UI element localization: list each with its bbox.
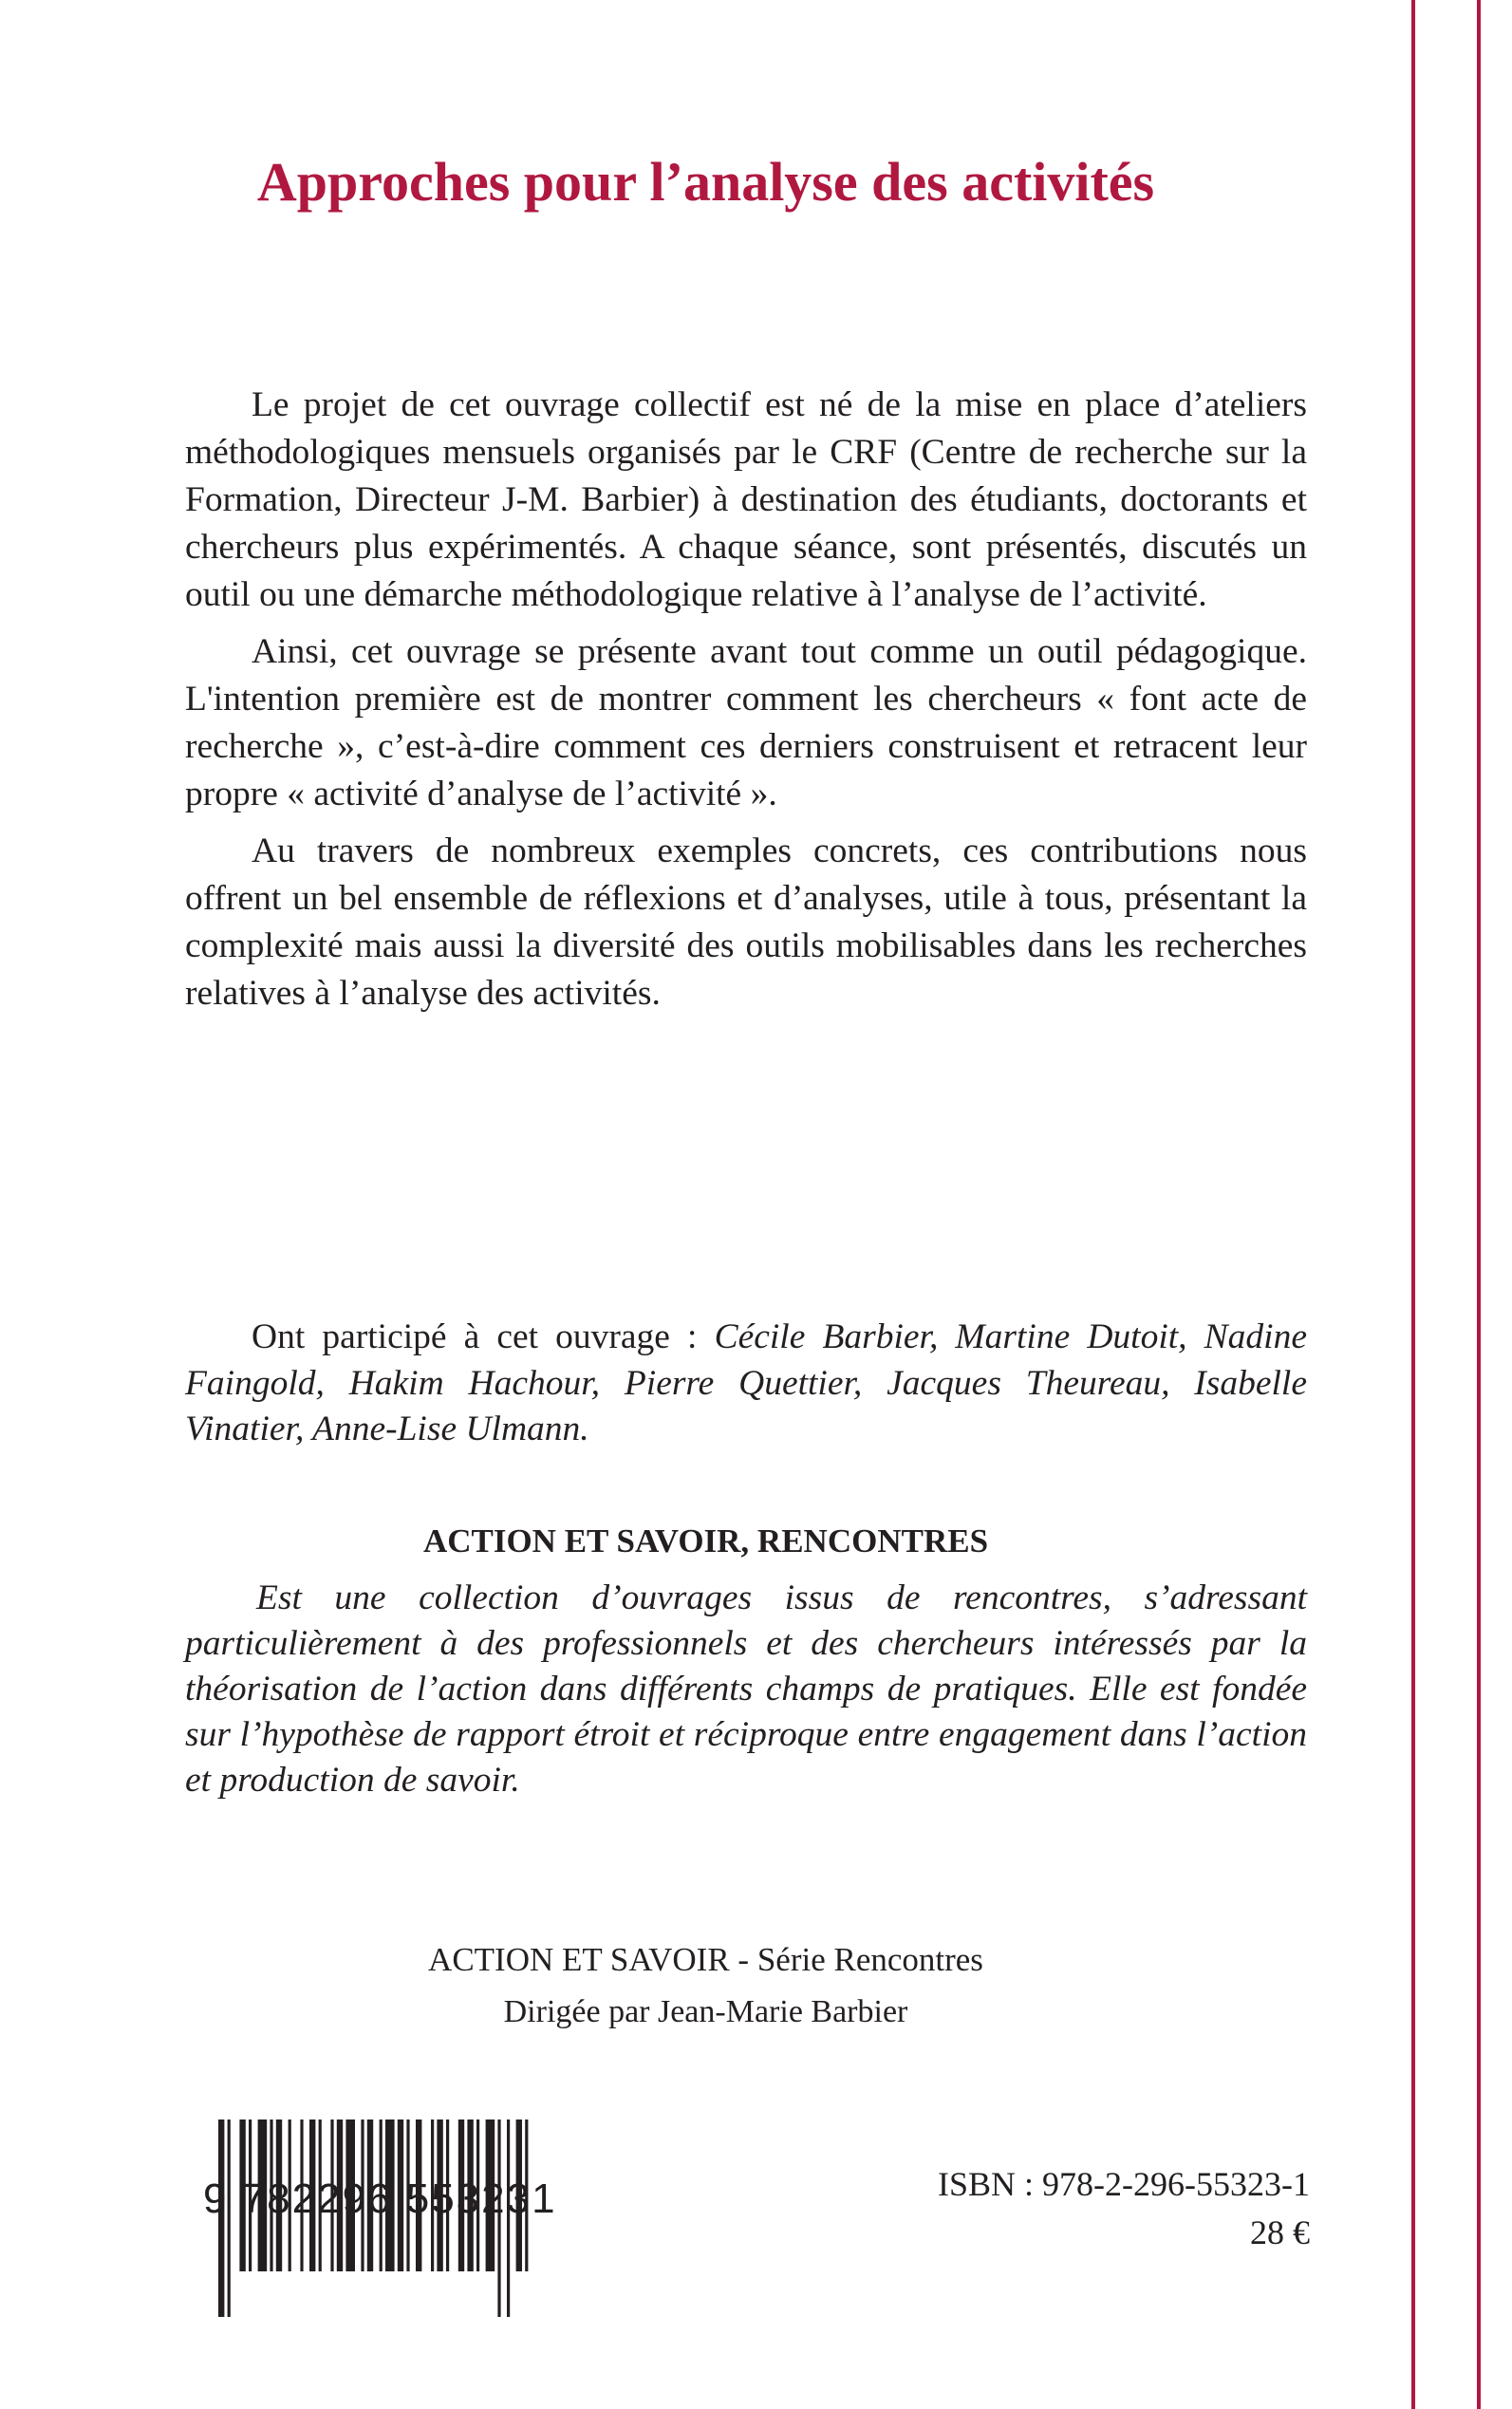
contributors-names: Cécile Barbier, Martine Dutoit, Nadine Faingold, Hakim Hachour, Pierre Quettier, Jacques Theureau, Isabelle Vinatier, Anne-Lise Ulmann. <box>185 1317 1307 1448</box>
border-rule-inner <box>1411 0 1415 2409</box>
book-title: Approches pour l’analyse des activités <box>256 151 1155 213</box>
summary-paragraph: Au travers de nombreux exemples concrets, ces contributions nous offrent un bel ensemble de réflexions et d’analyses, utile à tous, présentant la complexité mais aussi la diversité des outils mobilisables dans les recherches relatives à l’analyse des activités. <box>185 831 1307 1013</box>
series-name: ACTION ET SAVOIR - Série Rencontres <box>428 1941 983 1978</box>
barcode-digits: 9 782296 553231 <box>203 2176 557 2222</box>
series-director: Dirigée par Jean-Marie Barbier <box>503 1994 908 2029</box>
collection-title: ACTION ET SAVOIR, RENCONTRES <box>422 1522 989 1559</box>
collection-description: Est une collection d’ouvrages issus de rencontres, s’adressant particulièrement à des professionnels et des chercheurs intéressés par la théorisation de l’action dans différents champs de pratiques. Elle est fondée sur l’hypothèse de rapport étroit et réciproque entre engagement dans l’action et production de savoir. <box>185 1578 1307 1800</box>
border-rule-outer <box>1477 0 1481 2409</box>
contributors-intro: Ont participé à cet ouvrage : <box>252 1317 715 1356</box>
summary-paragraph: Ainsi, cet ouvrage se présente avant tout comme un outil pédagogique. L'intention première est de montrer comment les chercheurs « font acte de recherche », c’est-à-dire comment ces derniers construisent et retracent leur propre « activité d’analyse de l’activité ». <box>185 632 1307 813</box>
summary-paragraph: Le projet de cet ouvrage collectif est né de la mise en place d’ateliers méthodologiques mensuels organisés par le CRF (Centre de recherche sur la Formation, Directeur J-M. Barbier) à destination des étudiants, doctorants et chercheurs plus expérimentés. A chaque séance, sont présentés, discutés un outil ou une démarche méthodologique relative à l’analyse de l’activité. <box>185 385 1307 614</box>
price: 28 € <box>1250 2213 1310 2251</box>
isbn: ISBN : 978-2-296-55323-1 <box>938 2165 1310 2203</box>
contributors <box>185 1315 1307 1453</box>
summary-text <box>185 382 1307 1027</box>
